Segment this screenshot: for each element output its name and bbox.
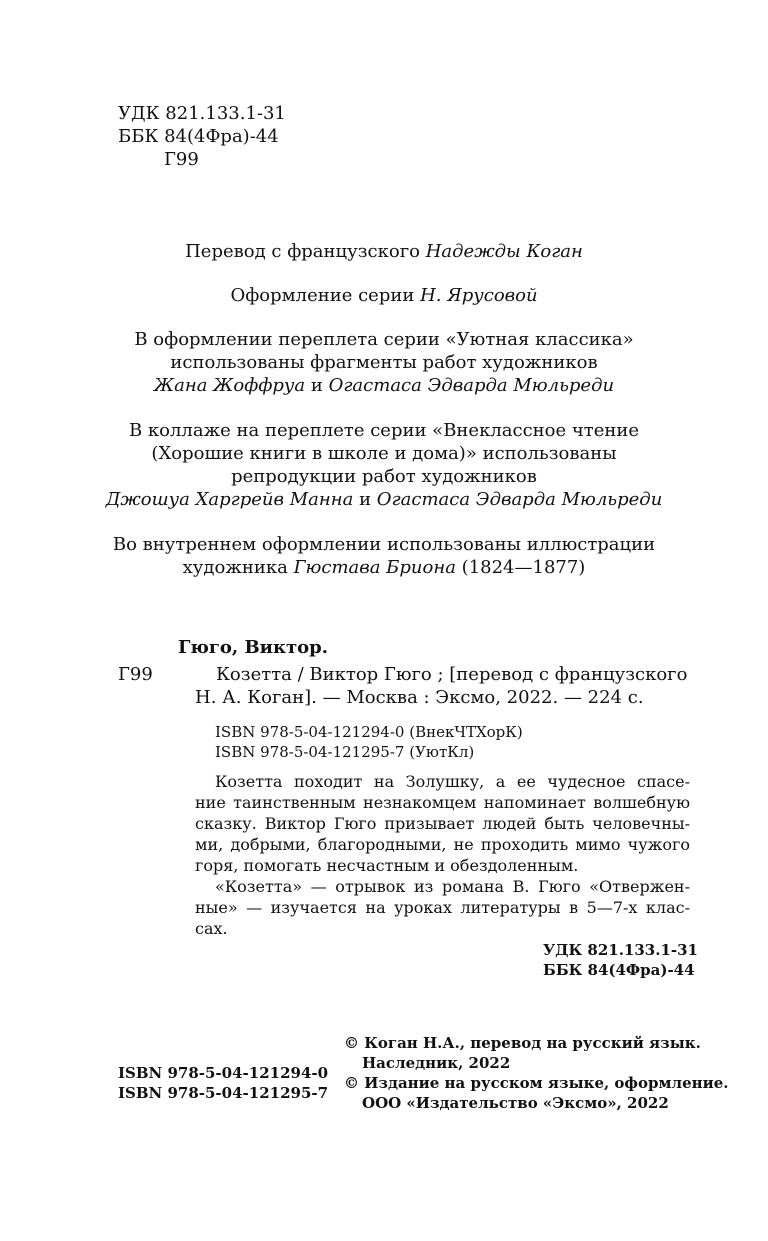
binding-credit <box>0 328 768 397</box>
catalog-isbn-list <box>215 722 523 762</box>
illustrations-years: (1824—1877) <box>461 557 586 578</box>
binding-artists <box>0 374 768 397</box>
translation-credit <box>0 240 768 263</box>
copyright-1-line-1: © Коган Н.А., перевод на русский язык. <box>344 1034 701 1052</box>
collage-line-1: В коллаже на переплете серии «Внеклассное чтение <box>128 420 640 441</box>
translator-name: Надежды Коган <box>425 241 583 262</box>
copyright-block <box>344 1033 728 1113</box>
top-udk: УДК 821.133.1-31 <box>118 103 286 124</box>
binding-line-1: В оформлении переплета серии «Уютная классика» <box>134 329 634 350</box>
annotation-line: сах. <box>195 919 228 938</box>
copyright-2-line-2: ООО «Издательство «Эксмо», 2022 <box>362 1094 669 1112</box>
collage-artist-1: Джошуа Харгрейв Манна <box>105 489 354 510</box>
binding-and: и <box>310 375 323 396</box>
collage-and: и <box>359 489 372 510</box>
collage-artists <box>0 488 768 511</box>
copyright-1-line-2: Наследник, 2022 <box>362 1054 511 1072</box>
footer-isbn-1: ISBN 978-5-04-121294-0 <box>118 1064 329 1082</box>
catalog-mark: Г99 <box>118 664 153 685</box>
annotation <box>195 771 690 939</box>
illustrations-prefix: художника <box>182 557 288 578</box>
annotation-line: ми, добрыми, благородными, не проходить мимо чужого <box>195 835 690 854</box>
catalog-title-line-2: Н. А. Коган]. — Москва : Эксмо, 2022. — 224 с. <box>195 687 644 708</box>
series-design-prefix: Оформление серии <box>230 285 415 306</box>
collage-credit <box>0 419 768 511</box>
top-bbk: ББК 84(4Фра)-44 <box>118 126 279 147</box>
illustrations-artist: Гюстава Бриона <box>293 557 456 578</box>
footer-isbn-list <box>118 1063 328 1103</box>
translation-prefix: Перевод с французского <box>185 241 420 262</box>
series-design-credit <box>0 284 768 307</box>
copyright-2-line-1: © Издание на русском языке, оформление. <box>344 1074 729 1092</box>
collage-line-2: (Хорошие книги в школе и дома)» использованы <box>151 443 617 464</box>
catalog-bbk: ББК 84(4Фра)-44 <box>543 961 695 979</box>
binding-line-2: использованы фрагменты работ художников <box>170 352 598 373</box>
footer-isbn-2: ISBN 978-5-04-121295-7 <box>118 1084 329 1102</box>
catalog-author: Гюго, Виктор. <box>178 637 329 658</box>
collage-line-3: репродукции работ художников <box>231 466 537 487</box>
catalog-codes <box>543 940 698 980</box>
annotation-line: ние таинственным незнакомцем напоминает волшебную <box>195 793 690 812</box>
annotation-line: «Козетта» — отрывок из романа В. Гюго «Отвержен- <box>215 877 690 896</box>
annotation-line: горя, помогать несчастным и обездоленным. <box>195 856 579 875</box>
annotation-line: Козетта походит на Золушку, а ее чудесное спасе- <box>215 772 690 791</box>
series-designer-name: Н. Ярусовой <box>420 285 538 306</box>
catalog-udk: УДК 821.133.1-31 <box>543 941 698 959</box>
top-author-mark: Г99 <box>164 149 199 170</box>
collage-artist-2: Огастаса Эдварда Мюльреди <box>376 489 663 510</box>
annotation-line: сказку. Виктор Гюго призывает людей быть человечны- <box>195 814 690 833</box>
catalog-isbn-1: ISBN 978-5-04-121294-0 (ВнекЧТХорК) <box>215 723 523 741</box>
illustrations-line-2 <box>0 556 768 579</box>
annotation-line: ные» — изучается на уроках литературы в 5—7-х клас- <box>195 898 690 917</box>
top-codes <box>118 102 286 171</box>
catalog-title <box>195 663 687 709</box>
catalog-isbn-2: ISBN 978-5-04-121295-7 (УютКл) <box>215 743 475 761</box>
binding-artist-2: Огастаса Эдварда Мюльреди <box>328 375 615 396</box>
binding-artist-1: Жана Жоффруа <box>153 375 306 396</box>
catalog-title-line-1: Козетта / Виктор Гюго ; [перевод с французского <box>216 664 688 685</box>
illustrations-line-1: Во внутреннем оформлении использованы иллюстрации <box>112 534 656 555</box>
illustrations-credit <box>0 533 768 579</box>
